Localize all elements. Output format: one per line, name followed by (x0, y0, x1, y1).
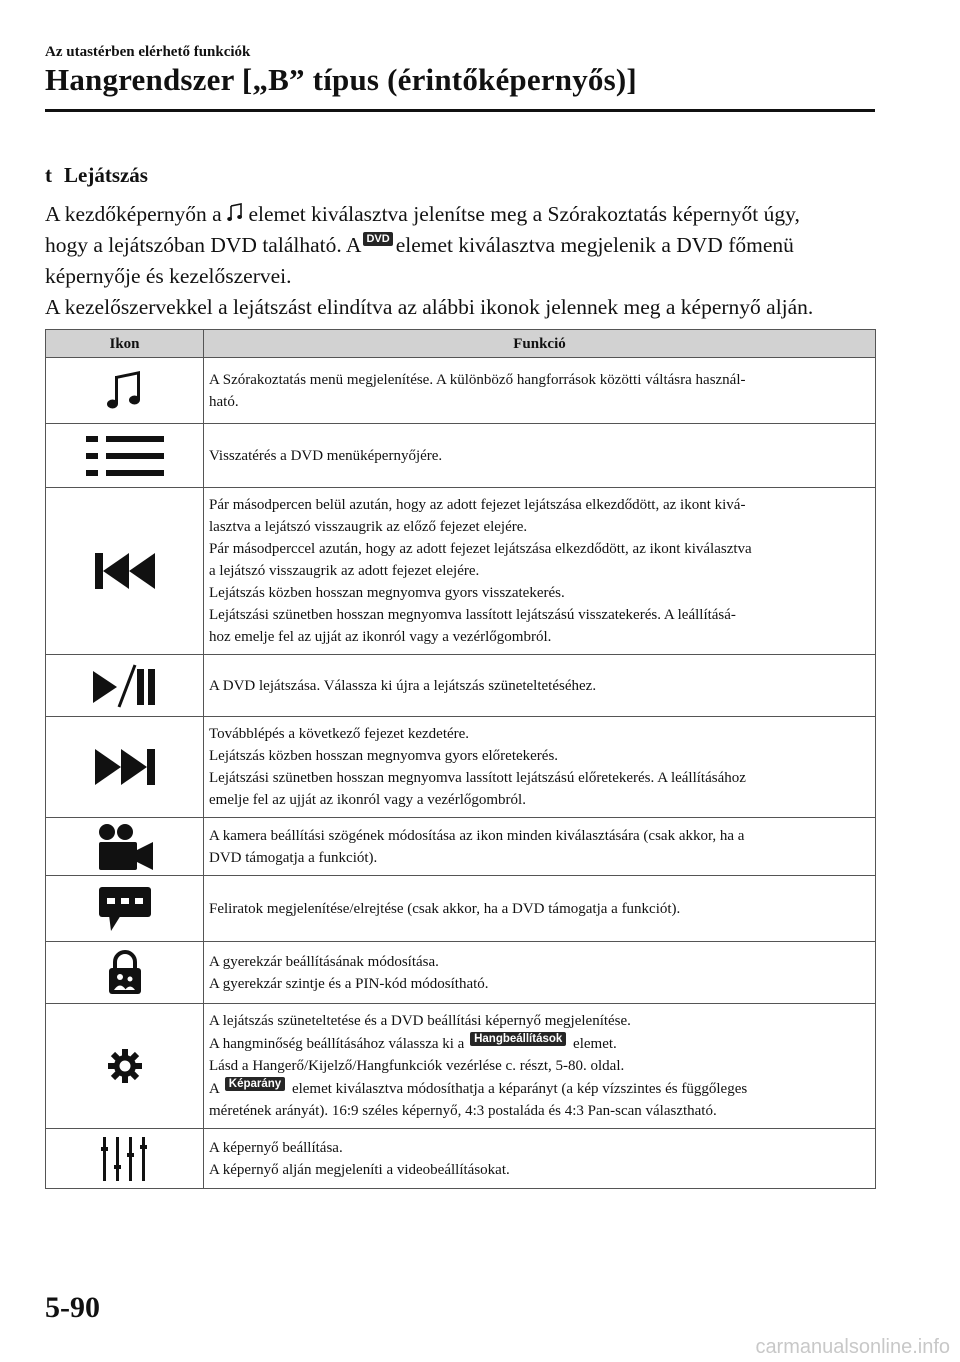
table-row (46, 488, 876, 655)
function-cell (204, 358, 876, 424)
function-line: A DVD lejátszása. Válassza ki újra a lejátszás szüneteltetéséhez. (209, 677, 597, 694)
function-line: Lejátszás közben hosszan megnyomva gyors előretekerés. (209, 748, 559, 764)
table-row (46, 942, 876, 1004)
intro-line-1 (45, 199, 885, 230)
function-cell (204, 876, 876, 942)
child-lock-icon (46, 950, 203, 996)
icon-cell (46, 818, 204, 876)
function-line: Feliratok megjelenítése/elrejtése (csak akkor, ha a DVD támogatja a funkciót). (209, 900, 681, 917)
function-cell (204, 1004, 876, 1129)
icon-cell (46, 876, 204, 942)
icon-cell (46, 1004, 204, 1129)
function-cell (204, 424, 876, 488)
function-line (209, 1032, 869, 1055)
table-row (46, 655, 876, 717)
camera-icon (46, 822, 203, 872)
function-line: A lejátszás szüneteltetése és a DVD beállítási képernyő megjelenítése. (209, 1013, 631, 1029)
function-line: Visszatérés a DVD menüképernyőjére. (209, 447, 443, 464)
table-header-row (46, 330, 876, 358)
intro-line-1-end: elemet kiválasztva jelenítse meg a Szórakoztatás képernyőt úgy, (248, 202, 800, 226)
function-line: A képernyő beállítása. (209, 1139, 343, 1156)
function-cell (204, 818, 876, 876)
function-line: Lejátszás közben hosszan megnyomva gyors visszatekerés. (209, 585, 565, 601)
function-line: ható. (209, 393, 239, 410)
function-cell (204, 942, 876, 1004)
function-line-start: A hangminőség beállításához válassza ki a (209, 1036, 465, 1052)
function-line-end: elemet. (573, 1036, 617, 1052)
intro-line-3: képernyője és kezelőszervei. (45, 264, 292, 288)
function-line-start: A (209, 1081, 220, 1097)
intro-line-2-start: hogy a lejátszóban DVD található. A (45, 233, 362, 257)
table-row (46, 424, 876, 488)
icon-cell (46, 717, 204, 818)
icon-cell (46, 655, 204, 717)
equalizer-icon (46, 1135, 203, 1183)
function-line: DVD támogatja a funkciót). (209, 849, 378, 866)
intro-line-4: A kezelőszervekkel a lejátszást elindítva az alábbi ikonok jelennek meg a képernyő alján. (45, 295, 814, 319)
table-row (46, 818, 876, 876)
function-cell (204, 1129, 876, 1189)
icon-cell (46, 358, 204, 424)
page-number: 5-90 (45, 1291, 100, 1324)
gear-icon (46, 1049, 203, 1083)
column-header-function: Funkció (204, 330, 876, 358)
music-note-icon (46, 370, 203, 412)
icon-cell (46, 488, 204, 655)
function-cell (204, 717, 876, 818)
icon-cell (46, 942, 204, 1004)
function-line (209, 1077, 869, 1100)
chapter-subtitle: Az utastérben elérhető funkciók (45, 44, 251, 60)
function-line: A gyerekzár beállításának módosítása. (209, 953, 439, 970)
column-header-icon: Ikon (46, 330, 204, 358)
subtitle-icon (46, 885, 203, 933)
table-row (46, 358, 876, 424)
function-line: hoz emelje fel az ujját az ikonról vagy a vezérlőgombról. (209, 629, 552, 645)
list-icon (46, 434, 203, 478)
intro-text (45, 199, 885, 323)
intro-line-2-end: elemet kiválasztva megjelenik a DVD főmenü (395, 233, 794, 257)
music-note-icon (227, 203, 243, 223)
function-line: lasztva a lejátszó visszaugrik az előző fejezet elejére. (209, 519, 528, 535)
section-bullet: t (45, 163, 52, 187)
page-title: Hangrendszer [„B” típus (érintőképernyős)] (45, 62, 637, 97)
icon-cell (46, 424, 204, 488)
play-pause-icon (46, 663, 203, 709)
function-line: Pár másodperccel azután, hogy az adott fejezet lejátszása elkezdődött, az ikont kiválasztva (209, 541, 752, 557)
icon-function-table (45, 329, 876, 1189)
function-line: Lásd a Hangerő/Kijelző/Hangfunkciók vezérlése c. részt, 5-80. oldal. (209, 1058, 625, 1074)
function-line: A gyerekzár szintje és a PIN-kód módosítható. (209, 975, 489, 992)
aspect-ratio-tag: Képarány (225, 1077, 285, 1091)
function-line: méretének arányát). 16:9 széles képernyő, 4:3 postaláda és 4:3 Pan-scan választható. (209, 1103, 717, 1119)
table-row (46, 1129, 876, 1189)
table-row (46, 717, 876, 818)
intro-line-2 (45, 230, 885, 261)
function-line: Lejátszási szünetben hosszan megnyomva lassított lejátszású előretekerés. A leállításához (209, 770, 746, 786)
section-heading (45, 163, 148, 188)
table-row (46, 1004, 876, 1129)
function-line-end: elemet kiválasztva módosíthatja a képarányt (a kép vízszintes és függőleges (291, 1081, 748, 1097)
dvd-tag: DVD (363, 232, 392, 246)
sound-settings-tag: Hangbeállítások (470, 1032, 566, 1046)
function-line: Továbblépés a következő fejezet kezdetére. (209, 726, 470, 742)
watermark: carmanualsonline.info (755, 1336, 950, 1358)
function-line: A Szórakoztatás menü megjelenítése. A különböző hangforrások közötti váltásra használ- (209, 371, 746, 388)
section-heading-text: Lejátszás (64, 163, 148, 187)
table-row (46, 876, 876, 942)
header-divider (45, 109, 875, 112)
skip-forward-icon (46, 747, 203, 787)
skip-back-icon (46, 551, 203, 591)
function-cell (204, 488, 876, 655)
function-line: Lejátszási szünetben hosszan megnyomva lassított lejátszású visszatekerés. A leállításá- (209, 607, 736, 623)
function-line: Pár másodpercen belül azután, hogy az adott fejezet lejátszása elkezdődött, az ikont kivá- (209, 497, 746, 513)
intro-line-1-start: A kezdőképernyőn a (45, 202, 222, 226)
function-line: emelje fel az ujját az ikonról vagy a vezérlőgombról. (209, 792, 526, 808)
function-line: A kamera beállítási szögének módosítása az ikon minden kiválasztására (csak akkor, ha a (209, 827, 745, 844)
function-cell (204, 655, 876, 717)
function-line: a lejátszó visszaugrik az adott fejezet elejére. (209, 563, 480, 579)
function-line: A képernyő alján megjeleníti a videobeállításokat. (209, 1161, 510, 1178)
icon-cell (46, 1129, 204, 1189)
